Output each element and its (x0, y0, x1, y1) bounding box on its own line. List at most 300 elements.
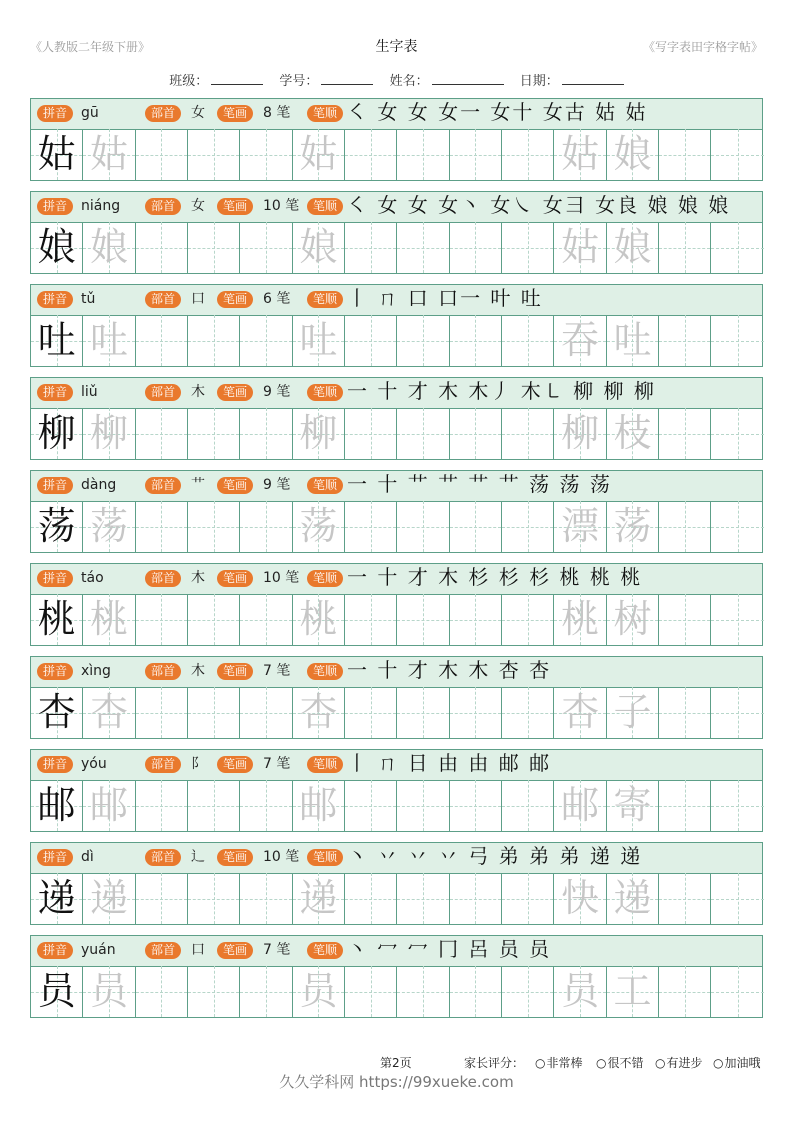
tianzige-cell[interactable] (711, 222, 763, 273)
tianzige-cell[interactable] (31, 222, 83, 273)
radical-value: 艹 (191, 477, 205, 493)
tianzige-cell[interactable] (450, 222, 502, 273)
tianzige-cell[interactable] (659, 687, 711, 738)
stroke-count-value: 7 笔 (263, 663, 291, 679)
stroke-order-tag: 笔顺 (307, 477, 343, 494)
writing-grid (30, 966, 763, 1018)
character-info-bar (30, 749, 763, 781)
tianzige-cell[interactable] (293, 501, 345, 552)
tianzige-cell[interactable] (554, 780, 606, 831)
tianzige-cell[interactable] (711, 315, 763, 366)
tianzige-cell[interactable] (397, 129, 449, 180)
trace-character: 娘 (90, 225, 129, 269)
tianzige-cell[interactable] (136, 408, 188, 459)
tianzige-cell[interactable] (554, 315, 606, 366)
tianzige-cell[interactable] (502, 687, 554, 738)
model-character: 荡 (37, 504, 76, 548)
tianzige-cell[interactable] (136, 780, 188, 831)
pinyin-value: tǔ (81, 291, 96, 307)
trace-character: 桃 (90, 597, 129, 641)
tianzige-cell[interactable] (188, 129, 240, 180)
tianzige-cell[interactable] (397, 222, 449, 273)
tianzige-cell[interactable] (450, 966, 502, 1017)
stroke-order-sequence: 丶 丷 丷 丷 弓 弟 弟 弟 递 递 (347, 844, 643, 868)
stroke-order-tag: 笔顺 (307, 105, 343, 122)
tianzige-cell[interactable] (502, 129, 554, 180)
pinyin-value: niáng (81, 198, 121, 214)
radical-tag: 部首 (145, 198, 181, 215)
word-character: 子 (613, 690, 652, 734)
trace-character: 桃 (299, 597, 338, 641)
character-info-bar (30, 656, 763, 688)
tianzige-cell[interactable] (607, 408, 659, 459)
character-row (30, 191, 763, 278)
tianzige-cell[interactable] (83, 222, 135, 273)
word-character: 邮 (561, 783, 600, 827)
tianzige-cell[interactable] (450, 129, 502, 180)
tianzige-cell[interactable] (240, 780, 292, 831)
radical-tag: 部首 (145, 105, 181, 122)
name-field[interactable]: 姓名： (390, 74, 504, 89)
tianzige-cell[interactable] (293, 966, 345, 1017)
tianzige-cell[interactable] (83, 873, 135, 924)
writing-grid (30, 315, 763, 367)
tianzige-cell[interactable] (83, 408, 135, 459)
tianzige-cell[interactable] (554, 501, 606, 552)
trace-character: 递 (90, 876, 129, 920)
page-header (30, 36, 763, 56)
word-character: 桃 (561, 597, 600, 641)
tianzige-cell[interactable] (83, 780, 135, 831)
watermark: 久久学科网 https://99xueke.com (279, 1073, 514, 1091)
tianzige-cell[interactable] (345, 966, 397, 1017)
date-field[interactable]: 日期： (520, 74, 624, 89)
writing-grid (30, 780, 763, 832)
stroke-count-tag: 笔画 (217, 942, 253, 959)
tianzige-cell[interactable] (397, 594, 449, 645)
tianzige-cell[interactable] (711, 687, 763, 738)
tianzige-cell[interactable] (607, 594, 659, 645)
stroke-count-tag: 笔画 (217, 105, 253, 122)
pinyin-value: yuán (81, 942, 116, 958)
book-title: 《人教版二年级下册》 (30, 40, 151, 54)
stroke-count-value: 10 笔 (263, 570, 300, 586)
tianzige-cell[interactable] (659, 873, 711, 924)
word-character: 吐 (613, 318, 652, 362)
tianzige-cell[interactable] (607, 501, 659, 552)
tianzige-cell[interactable] (240, 129, 292, 180)
tianzige-cell[interactable] (240, 873, 292, 924)
tianzige-cell[interactable] (345, 315, 397, 366)
tianzige-cell[interactable] (345, 687, 397, 738)
model-character: 姑 (37, 132, 76, 176)
tianzige-cell[interactable] (502, 408, 554, 459)
tianzige-cell[interactable] (554, 966, 606, 1017)
stroke-order-sequence: ㇛ 女 女 女丶 女㇏ 女彐 女良 娘 娘 娘 (347, 193, 731, 217)
stroke-count-value: 9 笔 (263, 384, 291, 400)
tianzige-cell[interactable] (659, 501, 711, 552)
tianzige-cell[interactable] (450, 315, 502, 366)
word-character: 枝 (613, 411, 652, 455)
pinyin-tag: 拼音 (37, 756, 73, 773)
tianzige-cell[interactable] (502, 780, 554, 831)
tianzige-cell[interactable] (450, 408, 502, 459)
tianzige-cell[interactable] (659, 315, 711, 366)
trace-character: 荡 (90, 504, 129, 548)
character-row (30, 377, 763, 464)
tianzige-cell[interactable] (293, 315, 345, 366)
tianzige-cell[interactable] (397, 315, 449, 366)
tianzige-cell[interactable] (136, 966, 188, 1017)
trace-character: 柳 (299, 411, 338, 455)
tianzige-cell[interactable] (345, 222, 397, 273)
character-row (30, 749, 763, 836)
tianzige-cell[interactable] (607, 222, 659, 273)
word-character: 漂 (561, 504, 600, 548)
tianzige-cell[interactable] (345, 501, 397, 552)
tianzige-cell[interactable] (711, 780, 763, 831)
radical-value: 女 (191, 198, 205, 214)
character-row (30, 470, 763, 557)
model-character: 员 (37, 969, 76, 1013)
pinyin-value: liǔ (81, 384, 98, 400)
tianzige-cell[interactable] (188, 315, 240, 366)
tianzige-cell[interactable] (188, 780, 240, 831)
trace-character: 姑 (90, 132, 129, 176)
pinyin-tag: 拼音 (37, 384, 73, 401)
pinyin-value: xìng (81, 663, 111, 679)
rating-option-keep-going[interactable]: ○ 加油哦 (713, 1054, 761, 1071)
pinyin-value: yóu (81, 756, 107, 772)
tianzige-cell[interactable] (83, 966, 135, 1017)
tianzige-cell[interactable] (711, 129, 763, 180)
radical-tag: 部首 (145, 477, 181, 494)
tianzige-cell[interactable] (607, 129, 659, 180)
pinyin-tag: 拼音 (37, 849, 73, 866)
tianzige-cell[interactable] (659, 780, 711, 831)
word-character: 杏 (561, 690, 600, 734)
tianzige-cell[interactable] (502, 315, 554, 366)
rating-option-good[interactable]: ○ 很不错 (596, 1054, 644, 1071)
stroke-count-value: 10 笔 (263, 849, 300, 865)
tianzige-cell[interactable] (293, 129, 345, 180)
character-row (30, 935, 763, 1022)
rating-option-excellent[interactable]: ○ 非常棒 (535, 1054, 583, 1071)
trace-character: 荡 (299, 504, 338, 548)
stroke-count-tag: 笔画 (217, 663, 253, 680)
tianzige-cell[interactable] (31, 687, 83, 738)
tianzige-cell[interactable] (188, 873, 240, 924)
tianzige-cell[interactable] (450, 780, 502, 831)
tianzige-cell[interactable] (136, 687, 188, 738)
student-number-field[interactable]: 学号： (279, 74, 373, 89)
class-field[interactable]: 班级： (169, 74, 263, 89)
writing-grid (30, 873, 763, 925)
character-info-bar (30, 563, 763, 595)
character-row (30, 656, 763, 743)
radical-tag: 部首 (145, 942, 181, 959)
tianzige-cell[interactable] (607, 315, 659, 366)
character-row (30, 563, 763, 650)
tianzige-cell[interactable] (240, 687, 292, 738)
tianzige-cell[interactable] (607, 687, 659, 738)
tianzige-cell[interactable] (188, 594, 240, 645)
character-row (30, 284, 763, 371)
tianzige-cell[interactable] (659, 129, 711, 180)
tianzige-cell[interactable] (136, 315, 188, 366)
stroke-order-tag: 笔顺 (307, 942, 343, 959)
rating-label: 家长评分： (464, 1056, 525, 1070)
tianzige-cell[interactable] (711, 966, 763, 1017)
tianzige-cell[interactable] (659, 222, 711, 273)
tianzige-cell[interactable] (554, 873, 606, 924)
rating-option-progress[interactable]: ○ 有进步 (655, 1054, 703, 1071)
tianzige-cell[interactable] (293, 594, 345, 645)
stroke-count-value: 7 笔 (263, 942, 291, 958)
tianzige-cell[interactable] (397, 687, 449, 738)
tianzige-cell[interactable] (240, 594, 292, 645)
radical-value: 口 (191, 291, 205, 307)
tianzige-cell[interactable] (502, 594, 554, 645)
character-row (30, 842, 763, 929)
radical-value: 口 (191, 942, 205, 958)
stroke-order-tag: 笔顺 (307, 291, 343, 308)
tianzige-cell[interactable] (188, 408, 240, 459)
tianzige-cell[interactable] (293, 873, 345, 924)
tianzige-cell[interactable] (554, 222, 606, 273)
word-character: 工 (613, 969, 652, 1013)
model-character: 吐 (37, 318, 76, 362)
tianzige-cell[interactable] (711, 501, 763, 552)
tianzige-cell[interactable] (31, 780, 83, 831)
stroke-count-tag: 笔画 (217, 849, 253, 866)
stroke-count-value: 7 笔 (263, 756, 291, 772)
tianzige-cell[interactable] (136, 873, 188, 924)
stroke-order-tag: 笔顺 (307, 663, 343, 680)
tianzige-cell[interactable] (397, 780, 449, 831)
pinyin-tag: 拼音 (37, 663, 73, 680)
trace-character: 吐 (299, 318, 338, 362)
tianzige-cell[interactable] (397, 408, 449, 459)
writing-grid (30, 129, 763, 181)
trace-character: 柳 (90, 411, 129, 455)
tianzige-cell[interactable] (659, 594, 711, 645)
tianzige-cell[interactable] (83, 594, 135, 645)
tianzige-cell[interactable] (345, 873, 397, 924)
tianzige-cell[interactable] (659, 966, 711, 1017)
tianzige-cell[interactable] (450, 873, 502, 924)
stroke-count-value: 10 笔 (263, 198, 300, 214)
trace-character: 杏 (90, 690, 129, 734)
character-info-bar (30, 935, 763, 967)
tianzige-cell[interactable] (345, 408, 397, 459)
model-character: 杏 (37, 690, 76, 734)
stroke-count-tag: 笔画 (217, 291, 253, 308)
tianzige-cell[interactable] (659, 408, 711, 459)
stroke-count-tag: 笔画 (217, 756, 253, 773)
tianzige-cell[interactable] (711, 594, 763, 645)
trace-character: 邮 (90, 783, 129, 827)
tianzige-cell[interactable] (240, 408, 292, 459)
trace-character: 员 (299, 969, 338, 1013)
tianzige-cell[interactable] (607, 780, 659, 831)
character-info-bar (30, 470, 763, 502)
stroke-order-sequence: ㇛ 女 女 女一 女十 女古 姑 姑 (347, 100, 648, 124)
tianzige-cell[interactable] (397, 966, 449, 1017)
tianzige-cell[interactable] (607, 873, 659, 924)
tianzige-cell[interactable] (136, 594, 188, 645)
pinyin-value: dàng (81, 477, 117, 493)
radical-value: 木 (191, 570, 205, 586)
word-character: 娘 (613, 225, 652, 269)
tianzige-cell[interactable] (83, 501, 135, 552)
tianzige-cell[interactable] (554, 687, 606, 738)
tianzige-cell[interactable] (188, 966, 240, 1017)
tianzige-cell[interactable] (136, 501, 188, 552)
tianzige-cell[interactable] (293, 408, 345, 459)
character-info-bar (30, 284, 763, 316)
radical-value: 木 (191, 663, 205, 679)
word-character: 吞 (561, 318, 600, 362)
tianzige-cell[interactable] (711, 873, 763, 924)
tianzige-cell[interactable] (31, 315, 83, 366)
tianzige-cell[interactable] (397, 501, 449, 552)
tianzige-cell[interactable] (293, 222, 345, 273)
stroke-order-sequence: 一 十 才 木 木丿 木㇄ 柳 柳 柳 (347, 379, 656, 403)
tianzige-cell[interactable] (31, 129, 83, 180)
radical-value: 阝 (191, 756, 205, 772)
tianzige-cell[interactable] (397, 873, 449, 924)
stroke-order-tag: 笔顺 (307, 849, 343, 866)
tianzige-cell[interactable] (345, 594, 397, 645)
radical-value: 女 (191, 105, 205, 121)
stroke-count-tag: 笔画 (217, 384, 253, 401)
stroke-order-tag: 笔顺 (307, 756, 343, 773)
word-character: 寄 (613, 783, 652, 827)
tianzige-cell[interactable] (240, 315, 292, 366)
tianzige-cell[interactable] (502, 501, 554, 552)
character-info-bar (30, 191, 763, 223)
tianzige-cell[interactable] (83, 315, 135, 366)
model-character: 柳 (37, 411, 76, 455)
tianzige-cell[interactable] (711, 408, 763, 459)
pinyin-tag: 拼音 (37, 477, 73, 494)
tianzige-cell[interactable] (450, 687, 502, 738)
stroke-count-value: 6 笔 (263, 291, 291, 307)
stroke-order-sequence: 丨 ㄇ 口 口一 叶 吐 (347, 286, 543, 310)
model-character: 递 (37, 876, 76, 920)
tianzige-cell[interactable] (607, 966, 659, 1017)
trace-character: 杏 (299, 690, 338, 734)
tianzige-cell[interactable] (240, 222, 292, 273)
pinyin-tag: 拼音 (37, 198, 73, 215)
writing-grid (30, 501, 763, 553)
radical-tag: 部首 (145, 849, 181, 866)
tianzige-cell[interactable] (240, 966, 292, 1017)
tianzige-cell[interactable] (345, 780, 397, 831)
pinyin-tag: 拼音 (37, 291, 73, 308)
pinyin-tag: 拼音 (37, 942, 73, 959)
trace-character: 吐 (90, 318, 129, 362)
student-info (0, 70, 793, 89)
character-info-bar (30, 98, 763, 130)
pinyin-value: táo (81, 570, 104, 586)
word-character: 姑 (561, 132, 600, 176)
pinyin-tag: 拼音 (37, 570, 73, 587)
tianzige-cell[interactable] (554, 408, 606, 459)
pinyin-value: dì (81, 849, 94, 865)
tianzige-cell[interactable] (31, 594, 83, 645)
radical-tag: 部首 (145, 663, 181, 680)
tianzige-cell[interactable] (83, 129, 135, 180)
tianzige-cell[interactable] (502, 966, 554, 1017)
tianzige-cell[interactable] (188, 501, 240, 552)
word-character: 递 (613, 876, 652, 920)
word-character: 荡 (613, 504, 652, 548)
tianzige-cell[interactable] (136, 129, 188, 180)
trace-character: 员 (90, 969, 129, 1013)
word-character: 姑 (561, 225, 600, 269)
tianzige-cell[interactable] (293, 780, 345, 831)
tianzige-cell[interactable] (293, 687, 345, 738)
word-character: 柳 (561, 411, 600, 455)
stroke-count-tag: 笔画 (217, 477, 253, 494)
tianzige-cell[interactable] (83, 687, 135, 738)
radical-tag: 部首 (145, 570, 181, 587)
radical-tag: 部首 (145, 291, 181, 308)
model-character: 邮 (37, 783, 76, 827)
stroke-order-sequence: 一 十 才 木 杉 杉 杉 桃 桃 桃 (347, 565, 643, 589)
model-character: 娘 (37, 225, 76, 269)
page-title: 生字表 (375, 39, 418, 55)
writing-grid (30, 594, 763, 646)
character-info-bar (30, 842, 763, 874)
tianzige-cell[interactable] (554, 129, 606, 180)
tianzige-cell[interactable] (31, 966, 83, 1017)
tianzige-cell[interactable] (345, 129, 397, 180)
tianzige-cell[interactable] (450, 501, 502, 552)
tianzige-cell[interactable] (188, 687, 240, 738)
trace-character: 邮 (299, 783, 338, 827)
writing-grid (30, 408, 763, 460)
word-character: 快 (561, 876, 600, 920)
stroke-order-sequence: 丨 ㄇ 日 由 由 邮 邮 (347, 751, 552, 775)
tianzige-cell[interactable] (450, 594, 502, 645)
tianzige-cell[interactable] (188, 222, 240, 273)
page-number: 第2页 (380, 1056, 412, 1070)
stroke-order-tag: 笔顺 (307, 384, 343, 401)
tianzige-cell[interactable] (31, 408, 83, 459)
model-character: 桃 (37, 597, 76, 641)
word-character: 员 (561, 969, 600, 1013)
tianzige-cell[interactable] (502, 873, 554, 924)
writing-grid (30, 222, 763, 274)
radical-tag: 部首 (145, 384, 181, 401)
tianzige-cell[interactable] (240, 501, 292, 552)
stroke-count-tag: 笔画 (217, 570, 253, 587)
radical-value: 木 (191, 384, 205, 400)
word-character: 树 (613, 597, 652, 641)
tianzige-cell[interactable] (136, 222, 188, 273)
trace-character: 递 (299, 876, 338, 920)
series-title: 《写字表田字格字帖》 (642, 40, 763, 54)
tianzige-cell[interactable] (554, 594, 606, 645)
stroke-count-value: 8 笔 (263, 105, 291, 121)
tianzige-cell[interactable] (31, 873, 83, 924)
tianzige-cell[interactable] (31, 501, 83, 552)
trace-character: 姑 (299, 132, 338, 176)
tianzige-cell[interactable] (502, 222, 554, 273)
